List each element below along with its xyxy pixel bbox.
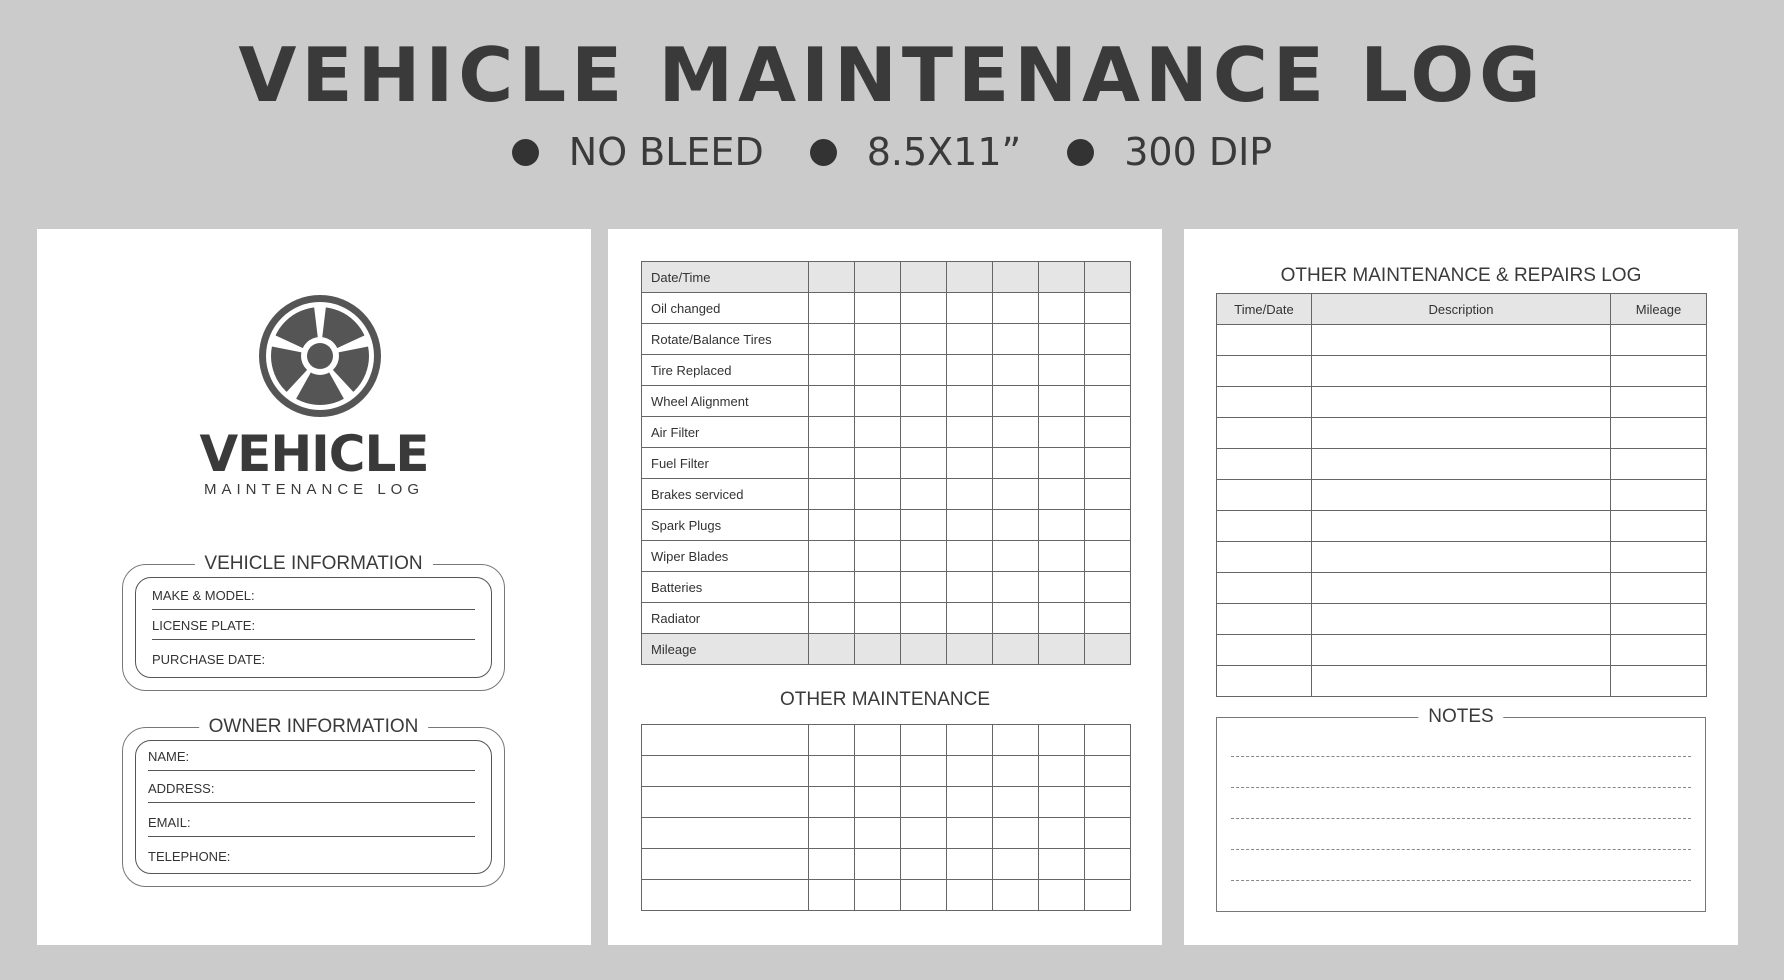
checklist-row — [642, 386, 1131, 417]
checklist-cell[interactable] — [993, 572, 1039, 603]
checklist-cell[interactable] — [947, 417, 993, 448]
license-plate-field[interactable]: LICENSE PLATE: — [152, 618, 475, 640]
checklist-cell[interactable] — [947, 572, 993, 603]
repairs-log-row — [1217, 573, 1707, 604]
checklist-cell[interactable] — [947, 634, 993, 665]
other-maintenance-cell[interactable] — [1085, 756, 1131, 787]
other-maintenance-cell[interactable] — [1085, 880, 1131, 911]
repairs-log-cell[interactable] — [1611, 573, 1707, 604]
checklist-cell[interactable] — [993, 541, 1039, 572]
repairs-log-row — [1217, 666, 1707, 697]
other-maintenance-cell[interactable] — [855, 818, 901, 849]
checklist-cell[interactable] — [901, 603, 947, 634]
column-header: Mileage — [1611, 294, 1707, 325]
checklist-cell[interactable] — [809, 541, 855, 572]
other-maintenance-row — [642, 849, 1131, 880]
checklist-cell[interactable] — [809, 293, 855, 324]
checklist-row-label: Wheel Alignment — [642, 386, 809, 417]
repairs-log-row — [1217, 511, 1707, 542]
notes-line — [1231, 880, 1691, 881]
checklist-cell[interactable] — [1085, 417, 1131, 448]
other-maintenance-cell[interactable] — [947, 756, 993, 787]
checklist-cell[interactable] — [1039, 262, 1085, 293]
spec-item — [512, 124, 764, 180]
repairs-log-cell[interactable] — [1217, 356, 1312, 387]
purchase-date-field[interactable]: PURCHASE DATE: — [152, 652, 266, 667]
owner-information-box — [122, 716, 505, 887]
bullet-dot-icon — [810, 139, 837, 166]
vehicle-information-box — [122, 553, 505, 691]
checklist-cell[interactable] — [947, 448, 993, 479]
checklist-page — [608, 229, 1162, 945]
checklist-cell[interactable] — [901, 417, 947, 448]
checklist-cell[interactable] — [1085, 293, 1131, 324]
column-header: Description — [1312, 294, 1611, 325]
other-maintenance-table — [641, 724, 1131, 911]
checklist-row-label: Oil changed — [642, 293, 809, 324]
repairs-log-cell[interactable] — [1611, 511, 1707, 542]
checklist-cell[interactable] — [809, 634, 855, 665]
repairs-log-cell[interactable] — [1611, 480, 1707, 511]
notes-line — [1231, 818, 1691, 819]
maintenance-checklist-table — [641, 261, 1131, 665]
checklist-row-label: Rotate/Balance Tires — [642, 324, 809, 355]
email-field[interactable]: EMAIL: — [148, 815, 475, 837]
owner-information-inner — [135, 740, 492, 874]
repairs-log-cell[interactable] — [1217, 449, 1312, 480]
checklist-cell[interactable] — [1039, 417, 1085, 448]
other-maintenance-cell[interactable] — [901, 725, 947, 756]
checklist-cell[interactable] — [993, 355, 1039, 386]
spec-list — [0, 124, 1784, 180]
checklist-cell[interactable] — [855, 386, 901, 417]
checklist-cell[interactable] — [1085, 479, 1131, 510]
checklist-cell[interactable] — [947, 479, 993, 510]
checklist-cell[interactable] — [855, 262, 901, 293]
checklist-cell[interactable] — [855, 510, 901, 541]
checklist-row — [642, 448, 1131, 479]
other-maintenance-cell[interactable] — [901, 787, 947, 818]
checklist-cell[interactable] — [1085, 634, 1131, 665]
other-maintenance-cell[interactable] — [901, 849, 947, 880]
checklist-cell[interactable] — [947, 324, 993, 355]
spec-label: 300 DIP — [1124, 130, 1273, 174]
other-maintenance-cell[interactable] — [855, 787, 901, 818]
repairs-log-cell[interactable] — [1217, 511, 1312, 542]
checklist-row — [642, 417, 1131, 448]
repairs-log-table — [1216, 293, 1707, 697]
checklist-cell[interactable] — [947, 293, 993, 324]
checklist-row — [642, 572, 1131, 603]
bullet-dot-icon — [1067, 139, 1094, 166]
checklist-cell[interactable] — [993, 634, 1039, 665]
checklist-cell[interactable] — [901, 324, 947, 355]
other-maintenance-cell[interactable] — [947, 818, 993, 849]
checklist-cell[interactable] — [1085, 448, 1131, 479]
checklist-row — [642, 355, 1131, 386]
other-maintenance-cell[interactable] — [993, 756, 1039, 787]
checklist-row-label: Spark Plugs — [642, 510, 809, 541]
repairs-log-cell[interactable] — [1312, 356, 1611, 387]
checklist-cell[interactable] — [855, 541, 901, 572]
checklist-row — [642, 510, 1131, 541]
checklist-cell[interactable] — [1039, 479, 1085, 510]
other-maintenance-cell[interactable] — [1039, 725, 1085, 756]
checklist-cell[interactable] — [901, 448, 947, 479]
checklist-cell[interactable] — [855, 417, 901, 448]
checklist-row — [642, 324, 1131, 355]
other-maintenance-cell[interactable] — [809, 818, 855, 849]
repairs-log-cell[interactable] — [1611, 418, 1707, 449]
checklist-cell[interactable] — [947, 355, 993, 386]
repairs-log-cell[interactable] — [1312, 604, 1611, 635]
checklist-cell[interactable] — [947, 603, 993, 634]
notes-title: NOTES — [1418, 706, 1503, 728]
other-maintenance-cell[interactable] — [901, 880, 947, 911]
repairs-log-cell[interactable] — [1312, 573, 1611, 604]
other-maintenance-cell[interactable] — [809, 849, 855, 880]
vehicle-information-inner — [135, 577, 492, 678]
repairs-log-cell[interactable] — [1312, 418, 1611, 449]
checklist-cell[interactable] — [993, 448, 1039, 479]
checklist-cell[interactable] — [809, 417, 855, 448]
repairs-log-cell[interactable] — [1312, 511, 1611, 542]
checklist-cell[interactable] — [993, 262, 1039, 293]
other-maintenance-cell[interactable] — [1039, 818, 1085, 849]
wheel-icon — [256, 292, 384, 420]
checklist-row — [642, 634, 1131, 665]
checklist-row-label: Batteries — [642, 572, 809, 603]
checklist-cell[interactable] — [901, 634, 947, 665]
repairs-log-cell[interactable] — [1217, 542, 1312, 573]
checklist-cell[interactable] — [809, 572, 855, 603]
checklist-cell[interactable] — [993, 417, 1039, 448]
other-maintenance-cell[interactable] — [947, 787, 993, 818]
checklist-cell[interactable] — [855, 448, 901, 479]
other-maintenance-cell[interactable] — [947, 880, 993, 911]
checklist-cell[interactable] — [809, 355, 855, 386]
other-maintenance-cell[interactable] — [809, 756, 855, 787]
other-maintenance-cell[interactable] — [642, 725, 809, 756]
checklist-cell[interactable] — [855, 479, 901, 510]
checklist-cell[interactable] — [809, 603, 855, 634]
notes-line — [1231, 787, 1691, 788]
repairs-log-cell[interactable] — [1312, 635, 1611, 666]
repairs-log-cell[interactable] — [1312, 449, 1611, 480]
other-maintenance-cell[interactable] — [809, 880, 855, 911]
other-maintenance-row — [642, 880, 1131, 911]
checklist-row-label: Mileage — [642, 634, 809, 665]
name-field[interactable]: NAME: — [148, 749, 475, 771]
checklist-row-label: Brakes serviced — [642, 479, 809, 510]
checklist-cell[interactable] — [1039, 355, 1085, 386]
checklist-cell[interactable] — [1085, 324, 1131, 355]
checklist-cell[interactable] — [993, 293, 1039, 324]
checklist-cell[interactable] — [855, 572, 901, 603]
other-maintenance-cell[interactable] — [1085, 787, 1131, 818]
address-field[interactable]: ADDRESS: — [148, 781, 475, 803]
checklist-cell[interactable] — [993, 510, 1039, 541]
repairs-log-cell[interactable] — [1217, 325, 1312, 356]
checklist-cell[interactable] — [1085, 386, 1131, 417]
other-maintenance-row — [642, 787, 1131, 818]
checklist-cell[interactable] — [901, 355, 947, 386]
checklist-row-label: Tire Replaced — [642, 355, 809, 386]
checklist-row — [642, 479, 1131, 510]
other-maintenance-cell[interactable] — [947, 849, 993, 880]
checklist-cell[interactable] — [1085, 541, 1131, 572]
other-maintenance-cell[interactable] — [855, 725, 901, 756]
checklist-cell[interactable] — [809, 262, 855, 293]
repairs-log-cell[interactable] — [1312, 542, 1611, 573]
checklist-row-label: Date/Time — [642, 262, 809, 293]
other-maintenance-cell[interactable] — [947, 725, 993, 756]
other-maintenance-cell[interactable] — [1039, 756, 1085, 787]
checklist-cell[interactable] — [1039, 386, 1085, 417]
checklist-cell[interactable] — [1085, 572, 1131, 603]
owner-information-title: OWNER INFORMATION — [199, 716, 429, 738]
vehicle-information-title: VEHICLE INFORMATION — [194, 553, 432, 575]
checklist-row — [642, 541, 1131, 572]
logo-subtitle: MAINTENANCE LOG — [203, 481, 425, 498]
repairs-log-cell[interactable] — [1611, 387, 1707, 418]
repairs-log-cell[interactable] — [1217, 604, 1312, 635]
checklist-row-label: Wiper Blades — [642, 541, 809, 572]
repairs-log-cell[interactable] — [1312, 666, 1611, 697]
other-maintenance-cell[interactable] — [1039, 880, 1085, 911]
other-maintenance-row — [642, 818, 1131, 849]
checklist-row — [642, 293, 1131, 324]
repairs-log-cell[interactable] — [1312, 387, 1611, 418]
repairs-log-cell[interactable] — [1217, 387, 1312, 418]
repairs-log-cell[interactable] — [1217, 666, 1312, 697]
checklist-cell[interactable] — [1039, 448, 1085, 479]
repairs-log-cell[interactable] — [1312, 325, 1611, 356]
checklist-cell[interactable] — [1039, 572, 1085, 603]
repairs-log-cell[interactable] — [1611, 542, 1707, 573]
checklist-cell[interactable] — [993, 324, 1039, 355]
checklist-cell[interactable] — [1085, 355, 1131, 386]
other-maintenance-cell[interactable] — [809, 787, 855, 818]
checklist-cell[interactable] — [1085, 262, 1131, 293]
repairs-log-row — [1217, 604, 1707, 635]
other-maintenance-cell[interactable] — [809, 725, 855, 756]
repairs-log-row — [1217, 449, 1707, 480]
checklist-cell[interactable] — [855, 355, 901, 386]
other-maintenance-cell[interactable] — [1085, 849, 1131, 880]
checklist-cell[interactable] — [901, 293, 947, 324]
checklist-cell[interactable] — [901, 541, 947, 572]
checklist-cell[interactable] — [901, 510, 947, 541]
checklist-row-label: Radiator — [642, 603, 809, 634]
checklist-row — [642, 603, 1131, 634]
checklist-cell[interactable] — [809, 324, 855, 355]
bullet-dot-icon — [512, 139, 539, 166]
logo-wordmark: VEHICLE — [199, 425, 429, 483]
notes-line — [1231, 849, 1691, 850]
checklist-cell[interactable] — [901, 479, 947, 510]
other-maintenance-cell[interactable] — [1085, 725, 1131, 756]
repairs-log-cell[interactable] — [1611, 356, 1707, 387]
repairs-log-title: OTHER MAINTENANCE & REPAIRS LOG — [1280, 265, 1642, 286]
checklist-cell[interactable] — [809, 448, 855, 479]
checklist-row-label: Fuel Filter — [642, 448, 809, 479]
cover-page — [37, 229, 591, 945]
other-maintenance-cell[interactable] — [901, 818, 947, 849]
repairs-log-cell[interactable] — [1611, 325, 1707, 356]
repairs-log-row — [1217, 418, 1707, 449]
checklist-cell[interactable] — [947, 510, 993, 541]
other-maintenance-cell[interactable] — [993, 818, 1039, 849]
repairs-log-cell[interactable] — [1611, 666, 1707, 697]
checklist-cell[interactable] — [855, 603, 901, 634]
other-maintenance-cell[interactable] — [855, 880, 901, 911]
repairs-log-cell[interactable] — [1217, 635, 1312, 666]
other-maintenance-cell[interactable] — [993, 880, 1039, 911]
checklist-cell[interactable] — [947, 541, 993, 572]
checklist-cell[interactable] — [1039, 634, 1085, 665]
other-maintenance-cell[interactable] — [642, 756, 809, 787]
checklist-cell[interactable] — [993, 479, 1039, 510]
column-header: Time/Date — [1217, 294, 1312, 325]
repairs-log-header-row — [1217, 294, 1707, 325]
repairs-log-row — [1217, 635, 1707, 666]
checklist-row — [642, 262, 1131, 293]
page-title: VEHICLE MAINTENANCE LOG — [238, 31, 1546, 119]
telephone-field[interactable]: TELEPHONE: — [148, 849, 231, 864]
other-maintenance-cell[interactable] — [642, 880, 809, 911]
other-maintenance-row — [642, 725, 1131, 756]
repairs-log-cell[interactable] — [1611, 604, 1707, 635]
checklist-cell[interactable] — [809, 386, 855, 417]
repairs-log-cell[interactable] — [1611, 635, 1707, 666]
checklist-cell[interactable] — [901, 572, 947, 603]
checklist-cell[interactable] — [1039, 324, 1085, 355]
checklist-cell[interactable] — [901, 386, 947, 417]
checklist-cell[interactable] — [901, 262, 947, 293]
repairs-log-row — [1217, 356, 1707, 387]
other-maintenance-cell[interactable] — [855, 756, 901, 787]
repairs-log-row — [1217, 387, 1707, 418]
checklist-cell[interactable] — [809, 479, 855, 510]
checklist-cell[interactable] — [855, 293, 901, 324]
repairs-log-cell[interactable] — [1217, 573, 1312, 604]
other-maintenance-cell[interactable] — [1039, 849, 1085, 880]
spec-label: NO BLEED — [568, 130, 764, 174]
repairs-log-cell[interactable] — [1217, 418, 1312, 449]
repairs-log-cell[interactable] — [1312, 480, 1611, 511]
checklist-cell[interactable] — [1039, 293, 1085, 324]
checklist-cell[interactable] — [1039, 541, 1085, 572]
other-maintenance-cell[interactable] — [901, 756, 947, 787]
checklist-cell[interactable] — [1085, 603, 1131, 634]
other-maintenance-cell[interactable] — [1039, 787, 1085, 818]
other-maintenance-cell[interactable] — [642, 818, 809, 849]
repairs-log-cell[interactable] — [1611, 449, 1707, 480]
spec-item — [810, 124, 1022, 180]
checklist-cell[interactable] — [947, 386, 993, 417]
checklist-cell[interactable] — [947, 262, 993, 293]
other-maintenance-row — [642, 756, 1131, 787]
repairs-log-row — [1217, 542, 1707, 573]
checklist-cell[interactable] — [993, 603, 1039, 634]
other-maintenance-cell[interactable] — [855, 849, 901, 880]
checklist-row-label: Air Filter — [642, 417, 809, 448]
notes-box[interactable] — [1216, 706, 1706, 912]
other-maintenance-cell[interactable] — [642, 849, 809, 880]
checklist-cell[interactable] — [1039, 603, 1085, 634]
checklist-cell[interactable] — [993, 386, 1039, 417]
notes-line — [1231, 756, 1691, 757]
checklist-cell[interactable] — [855, 634, 901, 665]
repairs-log-row — [1217, 325, 1707, 356]
checklist-cell[interactable] — [855, 324, 901, 355]
make-model-field[interactable]: MAKE & MODEL: — [152, 588, 475, 610]
other-maintenance-cell[interactable] — [1085, 818, 1131, 849]
repairs-log-row — [1217, 480, 1707, 511]
other-maintenance-cell[interactable] — [993, 725, 1039, 756]
checklist-cell[interactable] — [809, 510, 855, 541]
repairs-log-cell[interactable] — [1217, 480, 1312, 511]
repairs-log-page — [1184, 229, 1738, 945]
other-maintenance-cell[interactable] — [642, 787, 809, 818]
spec-item — [1067, 124, 1272, 180]
checklist-cell[interactable] — [1085, 510, 1131, 541]
other-maintenance-title: OTHER MAINTENANCE — [779, 689, 991, 710]
spec-label: 8.5X11” — [866, 130, 1022, 174]
other-maintenance-cell[interactable] — [993, 787, 1039, 818]
other-maintenance-cell[interactable] — [993, 849, 1039, 880]
checklist-cell[interactable] — [1039, 510, 1085, 541]
